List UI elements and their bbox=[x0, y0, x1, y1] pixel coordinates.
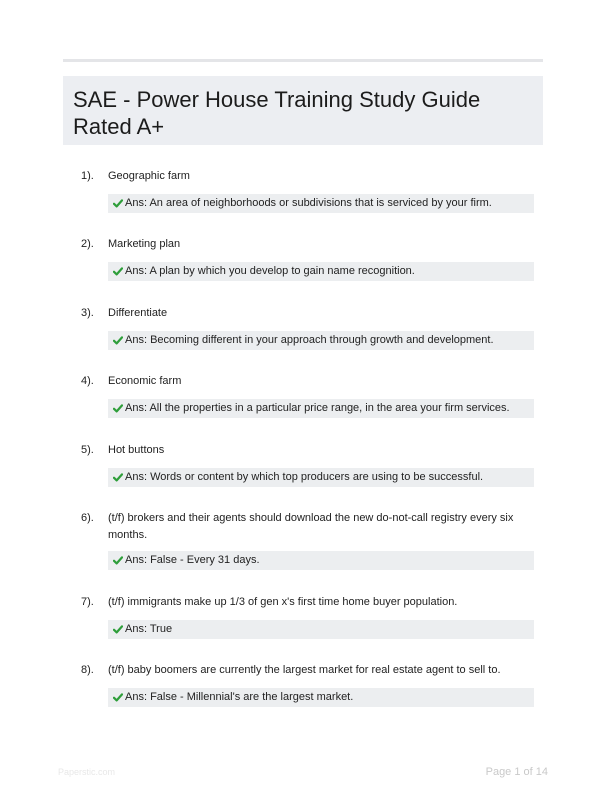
question-text: (t/f) baby boomers are currently the largest market for real estate agent to sell to. bbox=[108, 664, 501, 676]
answer-text: Ans: An area of neighborhoods or subdivisions that is serviced by your firm. bbox=[125, 197, 492, 209]
answer-box bbox=[108, 551, 534, 570]
answer-box bbox=[108, 262, 534, 281]
question-number: 2). bbox=[81, 238, 94, 250]
question-item bbox=[63, 168, 543, 209]
answer-text: Ans: True bbox=[125, 623, 173, 635]
answer-text: Ans: False - Every 31 days. bbox=[125, 554, 260, 566]
document-title: SAE - Power House Training Study Guide Rated A+ bbox=[73, 87, 481, 139]
answer-box bbox=[108, 620, 534, 639]
question-item bbox=[63, 510, 543, 566]
question-item bbox=[63, 236, 543, 277]
question-number: 4). bbox=[81, 375, 94, 387]
question-text: Economic farm bbox=[108, 375, 182, 387]
answer-text: Ans: A plan by which you develop to gain name recognition. bbox=[125, 265, 415, 277]
answer-box bbox=[108, 331, 534, 350]
check-icon bbox=[113, 688, 125, 707]
question-number: 3). bbox=[81, 307, 94, 319]
answer-box bbox=[108, 468, 534, 487]
check-icon bbox=[113, 331, 125, 350]
answer-box bbox=[108, 194, 534, 213]
question-number: 5). bbox=[81, 444, 94, 456]
question-item bbox=[63, 305, 543, 346]
check-icon bbox=[113, 620, 125, 639]
question-number: 8). bbox=[81, 664, 94, 676]
question-text: Differentiate bbox=[108, 307, 168, 319]
answer-text: Ans: Becoming different in your approach through growth and development. bbox=[125, 334, 494, 346]
answer-text: Ans: False - Millennial's are the largest market. bbox=[125, 691, 354, 703]
question-text: (t/f) brokers and their agents should download the new do-not-call registry every six months. bbox=[108, 512, 514, 541]
question-text: Marketing plan bbox=[108, 238, 181, 250]
top-divider bbox=[63, 59, 543, 62]
question-number: 1). bbox=[81, 170, 94, 182]
check-icon bbox=[113, 194, 125, 213]
question-text: Geographic farm bbox=[108, 170, 190, 182]
question-number: 6). bbox=[81, 512, 94, 524]
question-number: 7). bbox=[81, 596, 94, 608]
answer-text: Ans: All the properties in a particular price range, in the area your firm services. bbox=[125, 402, 510, 414]
check-icon bbox=[113, 468, 125, 487]
check-icon bbox=[113, 399, 125, 418]
footer-watermark: Paperstic.com bbox=[58, 767, 116, 777]
answer-text: Ans: Words or content by which top producers are using to be successful. bbox=[125, 471, 484, 483]
question-item bbox=[63, 442, 543, 483]
question-item bbox=[63, 594, 543, 635]
question-text: (t/f) immigrants make up 1/3 of gen x's first time home buyer population. bbox=[108, 596, 458, 608]
check-icon bbox=[113, 262, 125, 281]
title-banner bbox=[63, 76, 543, 145]
page-number: Page 1 of 14 bbox=[485, 766, 548, 778]
answer-box bbox=[108, 399, 534, 418]
answer-box bbox=[108, 688, 534, 707]
question-text: Hot buttons bbox=[108, 444, 165, 456]
check-icon bbox=[113, 551, 125, 570]
question-item bbox=[63, 373, 543, 414]
question-item bbox=[63, 662, 543, 703]
